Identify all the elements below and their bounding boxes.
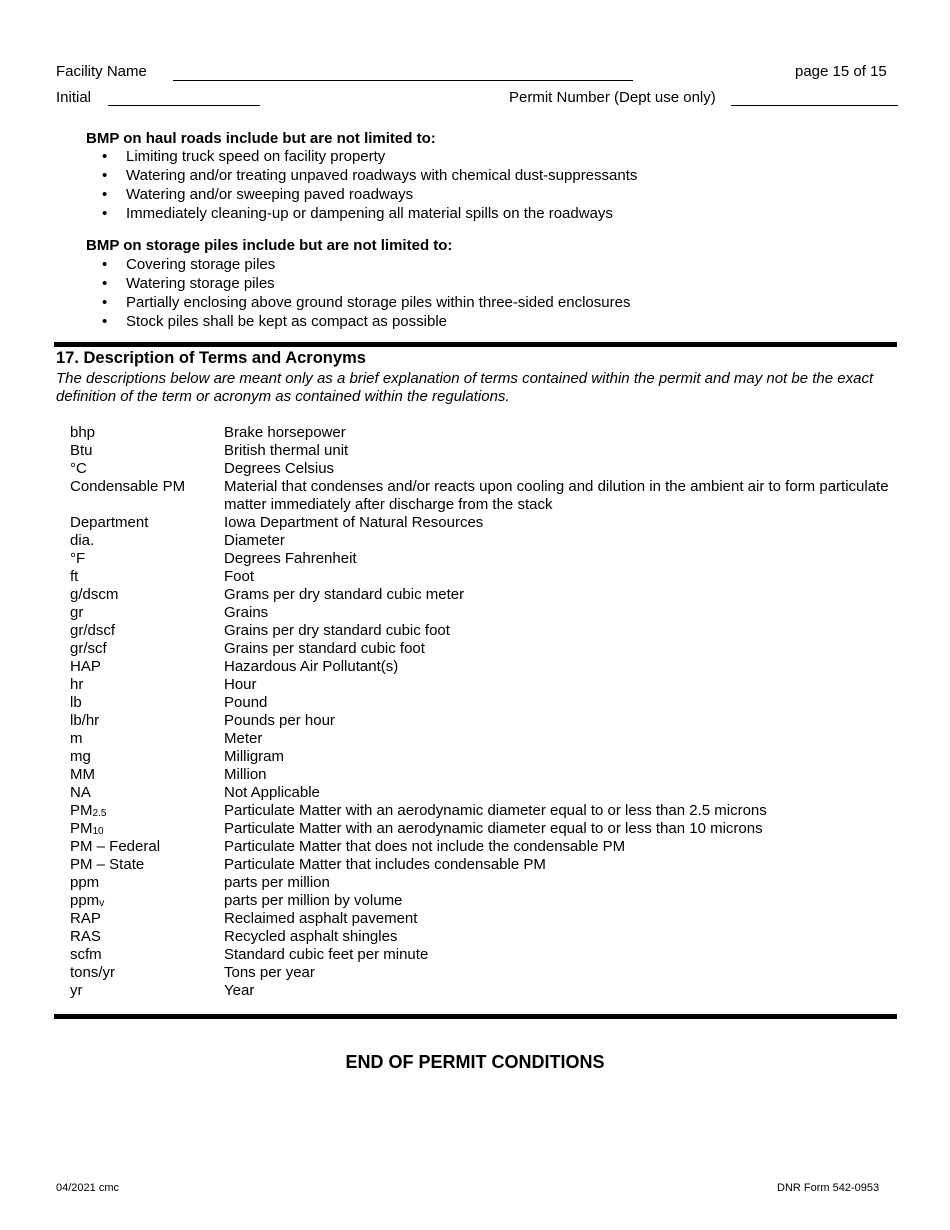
section-divider-top <box>54 342 897 347</box>
list-item: • Limiting truck speed on facility property <box>102 148 386 165</box>
bullet-icon: • <box>102 167 108 184</box>
table-row <box>70 946 890 964</box>
list-item: • Immediately cleaning-up or dampening all material spills on the roadways <box>102 205 613 222</box>
table-row <box>70 640 890 658</box>
footer-date: 04/2021 cmc <box>56 1182 119 1194</box>
table-row <box>70 694 890 712</box>
term-definition: Meter <box>224 730 263 747</box>
term-definition: Million <box>224 766 267 783</box>
bullet-icon: • <box>102 256 108 273</box>
table-row <box>70 442 890 460</box>
term-acronym: gr <box>70 604 84 621</box>
term-definition: Reclaimed asphalt pavement <box>224 910 418 927</box>
table-row <box>70 730 890 748</box>
term-definition: Milligram <box>224 748 284 765</box>
term-definition: Hour <box>224 676 257 693</box>
table-row <box>70 622 890 640</box>
list-item: • Stock piles shall be kept as compact as possible <box>102 313 447 330</box>
term-acronym: lb/hr <box>70 712 100 729</box>
end-of-permit-heading: END OF PERMIT CONDITIONS <box>345 1052 605 1072</box>
table-row <box>70 514 890 532</box>
bullet-icon: • <box>102 275 108 292</box>
table-row <box>70 982 890 1000</box>
table-row <box>70 856 890 874</box>
term-acronym: hr <box>70 676 84 693</box>
table-row <box>70 424 890 442</box>
table-row <box>70 748 890 766</box>
facility-name-field[interactable] <box>173 80 633 81</box>
term-acronym: ppm$_v$ <box>70 892 105 909</box>
term-acronym: mg <box>70 748 91 765</box>
term-acronym: NA <box>70 784 91 801</box>
term-definition: parts per million by volume <box>224 892 403 909</box>
term-definition: Recycled asphalt shingles <box>224 928 398 945</box>
term-definition: Particulate Matter with an aerodynamic diameter equal to or less than 10 microns <box>224 820 763 837</box>
term-definition: parts per million <box>224 874 330 891</box>
table-row <box>70 766 890 784</box>
table-row <box>70 802 890 820</box>
table-row <box>70 550 890 568</box>
term-acronym: dia. <box>70 532 95 549</box>
table-row <box>70 712 890 730</box>
term-acronym: Department <box>70 514 149 531</box>
term-acronym: HAP <box>70 658 101 675</box>
page-number: page 15 of 15 <box>795 63 887 80</box>
term-acronym: m <box>70 730 83 747</box>
table-row <box>70 892 890 910</box>
table-row <box>70 928 890 946</box>
bullet-icon: • <box>102 294 108 311</box>
table-row <box>70 910 890 928</box>
term-acronym: yr <box>70 982 83 999</box>
footer-form-number: DNR Form 542-0953 <box>777 1182 880 1194</box>
bullet-icon: • <box>102 148 108 165</box>
term-acronym: °C <box>70 460 87 477</box>
permit-number-label: Permit Number (Dept use only) <box>509 89 716 106</box>
permit-number-field[interactable] <box>731 105 898 106</box>
section-description: The descriptions below are meant only as a brief explanation of terms contained within the permit and may not be the exact definition of the term or acronym as contained within the regulations. <box>56 370 874 405</box>
term-acronym: PM – Federal <box>70 838 161 855</box>
term-acronym: Condensable PM <box>70 478 186 495</box>
section-title: 17. Description of Terms and Acronyms <box>56 349 366 367</box>
term-definition: Hazardous Air Pollutant(s) <box>224 658 399 675</box>
table-row <box>70 604 890 622</box>
list-item: • Watering storage piles <box>102 275 275 292</box>
table-row <box>70 532 890 550</box>
term-acronym: °F <box>70 550 86 567</box>
table-row <box>70 784 890 802</box>
table-row <box>70 478 890 514</box>
term-definition: Pounds per hour <box>224 712 335 729</box>
term-definition: Degrees Celsius <box>224 460 335 477</box>
table-row <box>70 964 890 982</box>
bullet-icon: • <box>102 313 108 330</box>
haul-roads-list <box>0 147 637 223</box>
term-acronym: MM <box>70 766 95 783</box>
term-definition: Not Applicable <box>224 784 320 801</box>
term-acronym: gr/dscf <box>70 622 116 639</box>
storage-piles-list <box>0 255 630 331</box>
term-acronym: $PM_{2.5}$ <box>70 802 107 819</box>
term-definition: Degrees Fahrenheit <box>224 550 357 567</box>
term-acronym: Btu <box>70 442 93 459</box>
bullet-icon: • <box>102 186 108 203</box>
term-definition: Tons per year <box>224 964 315 981</box>
term-acronym: PM – State <box>70 856 145 873</box>
list-item: • Partially enclosing above ground storage piles within three-sided enclosures <box>102 294 631 311</box>
list-item: • Watering and/or sweeping paved roadways <box>102 186 414 203</box>
term-definition: Particulate Matter that does not include the condensable PM <box>224 838 626 855</box>
term-definition: Diameter <box>224 532 285 549</box>
facility-name-label: Facility Name <box>56 63 147 80</box>
section-divider-bottom <box>54 1014 897 1019</box>
list-item: • Watering and/or treating unpaved roadways with chemical dust-suppressants <box>102 167 638 184</box>
terms-table <box>70 424 890 1000</box>
table-row <box>70 820 890 838</box>
term-definition: Particulate Matter that includes condensable PM <box>224 856 546 873</box>
table-row <box>70 460 890 478</box>
initial-label: Initial <box>56 89 92 106</box>
table-row <box>70 676 890 694</box>
haul-roads-title: BMP on haul roads include but are not limited to: <box>86 130 436 147</box>
bullet-icon: • <box>102 205 108 222</box>
term-acronym: lb <box>70 694 82 711</box>
term-acronym: RAS <box>70 928 101 945</box>
table-row <box>70 586 890 604</box>
term-definition: Particulate Matter with an aerodynamic diameter equal to or less than 2.5 microns <box>224 802 767 819</box>
table-row <box>70 874 890 892</box>
table-row <box>70 658 890 676</box>
term-definition: Year <box>224 982 255 999</box>
table-row <box>70 838 890 856</box>
term-definition: Grains <box>224 604 269 621</box>
term-definition: Material that condenses and/or reacts upon cooling and dilution in the ambient air to form particulate matter immediately after discharge from the stack <box>224 478 889 513</box>
list-item: • Covering storage piles <box>102 256 276 273</box>
term-definition: Grams per dry standard cubic meter <box>224 586 465 603</box>
term-acronym: tons/yr <box>70 964 116 981</box>
term-acronym: ppm <box>70 874 100 891</box>
term-acronym: bhp <box>70 424 96 441</box>
term-definition: Brake horsepower <box>224 424 346 441</box>
term-definition: British thermal unit <box>224 442 349 459</box>
storage-piles-title: BMP on storage piles include but are not limited to: <box>86 237 453 254</box>
initial-field[interactable] <box>108 105 260 106</box>
term-acronym: $PM_{10}$ <box>70 820 104 837</box>
term-definition: Grains per dry standard cubic foot <box>224 622 450 639</box>
term-acronym: RAP <box>70 910 101 927</box>
term-acronym: g/dscm <box>70 586 119 603</box>
term-definition: Standard cubic feet per minute <box>224 946 429 963</box>
term-definition: Pound <box>224 694 268 711</box>
term-acronym: ft <box>70 568 79 585</box>
table-row <box>70 568 890 586</box>
term-definition: Grains per standard cubic foot <box>224 640 425 657</box>
term-definition: Foot <box>224 568 255 585</box>
term-acronym: scfm <box>70 946 102 963</box>
term-definition: Iowa Department of Natural Resources <box>224 514 484 531</box>
term-acronym: gr/scf <box>70 640 107 657</box>
